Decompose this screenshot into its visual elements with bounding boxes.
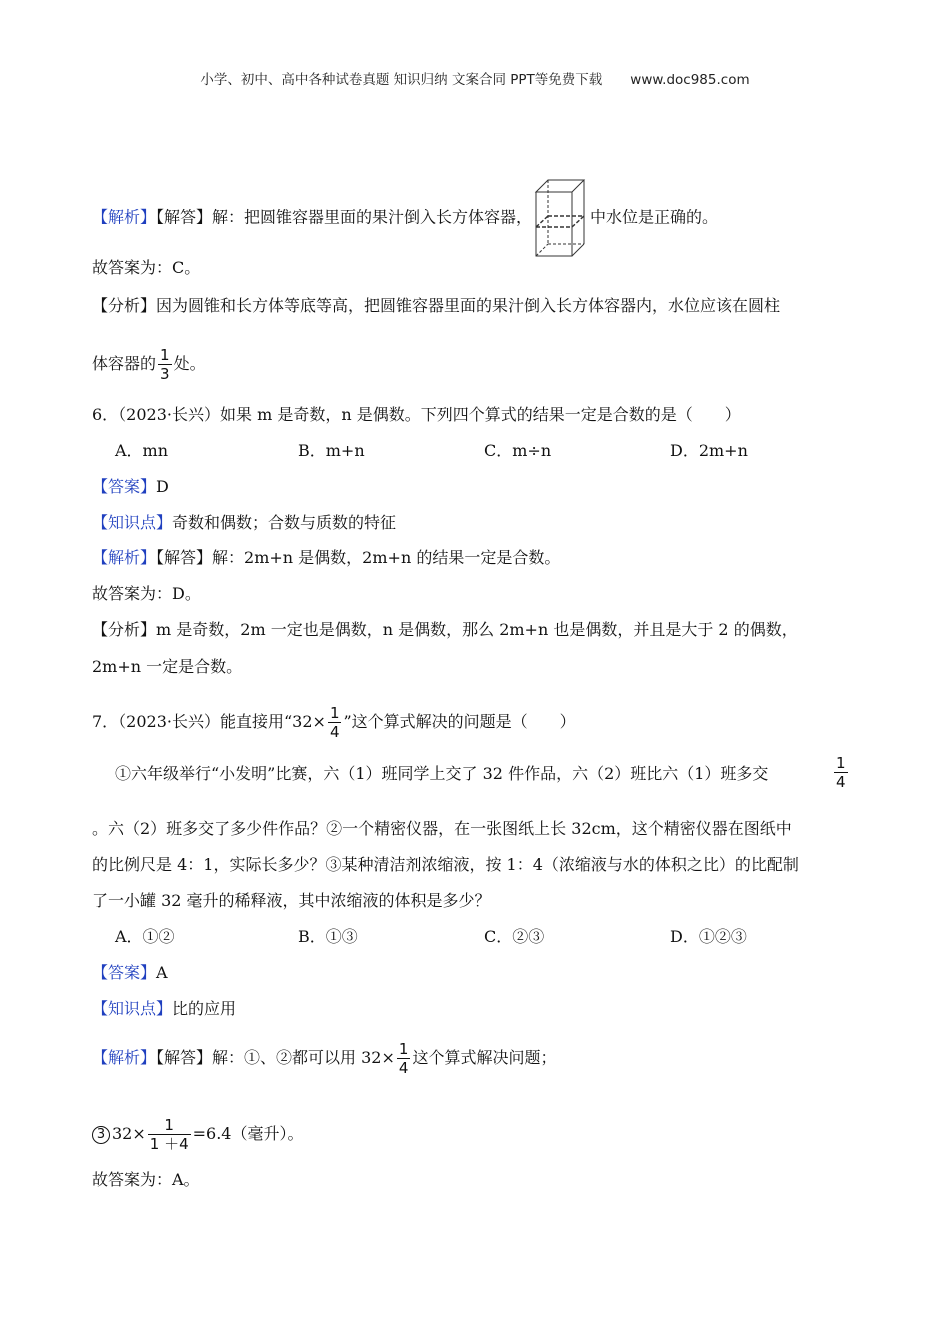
page-header <box>0 68 950 88</box>
fenxi-text: 因为圆锥和长方体等底等高，把圆锥容器里面的果汁倒入长方体容器内，水位应该在圆柱 <box>156 296 781 315</box>
header-text: 小学、初中、高中各种试卷真题 知识归纳 文案合同 PPT等免费下载 <box>200 72 603 88</box>
q6-stem: 6．（2023·长兴）如果 m 是奇数，n 是偶数。下列四个算式的结果一定是合数的是（ ） <box>92 405 741 424</box>
q6-option-a: A．mn <box>115 441 169 460</box>
frac-den: 3 <box>160 365 170 383</box>
q7-stem <box>92 704 576 741</box>
frac-num: 1 <box>160 346 170 364</box>
calc-text-after: =6.4（毫升）。 <box>192 1124 304 1143</box>
q6-analysis-line <box>92 546 560 570</box>
analysis-text: 解：把圆锥容器里面的果汁倒入长方体容器， <box>212 207 533 227</box>
analysis-text-after: 中水位是正确的。 <box>590 207 719 227</box>
analysis-text-after: 这个算式解决问题； <box>412 1048 557 1067</box>
frac-den: 4 <box>398 1059 409 1077</box>
solution-tag: 【解答】 <box>156 1048 213 1067</box>
frac-num: 1 <box>836 754 846 772</box>
q7-calc-line <box>92 1116 303 1153</box>
prev-analysis-line <box>92 178 718 258</box>
q7-para-fraction <box>832 754 850 791</box>
q7-kp-line <box>92 997 236 1021</box>
fraction-one-fourth <box>397 1040 411 1077</box>
q6-kp-line <box>92 511 396 535</box>
answer-value: A <box>156 963 168 982</box>
q7-para-line2: 。六（2）班多交了多少件作品？②一个精密仪器，在一张图纸上长 32cm，这个精密仪器在图纸中 <box>92 819 792 838</box>
analysis-tag: 【解析】 <box>92 207 157 227</box>
frac-den: 1 ＋4 <box>149 1135 189 1153</box>
stem-text: 7．（2023·长兴）能直接用“32× <box>92 712 326 731</box>
q7-option-d: D．①②③ <box>670 927 747 946</box>
fenxi-tag: 【分析】 <box>92 620 157 639</box>
prev-conclusion: 故答案为：C。 <box>92 258 201 277</box>
kp-tag: 【知识点】 <box>92 999 173 1018</box>
circled-three-icon: 3 <box>92 1126 110 1144</box>
q7-option-c: C．②③ <box>484 927 545 946</box>
answer-value: D <box>156 477 169 496</box>
fenxi-text-2: 体容器的 <box>92 354 157 373</box>
kp-value: 比的应用 <box>172 999 237 1018</box>
analysis-tag: 【解析】 <box>92 1048 157 1067</box>
q7-option-b: B．①③ <box>298 927 358 946</box>
stem-text-after: ”这个算式解决的问题是（ ） <box>343 712 576 731</box>
fenxi-tag: 【分析】 <box>92 296 157 315</box>
q6-option-d: D．2m+n <box>670 441 748 460</box>
frac-num: 1 <box>398 1040 409 1058</box>
q7-answer-line <box>92 961 168 985</box>
header-site[interactable]: www.doc985.com <box>630 72 750 88</box>
fenxi-text: m 是奇数，2m 一定也是偶数，n 是偶数，那么 2m+n 也是偶数，并且是大于 2 的偶数， <box>156 620 798 639</box>
q6-fenxi-line2: 2m+n 一定是合数。 <box>92 657 243 676</box>
fenxi-text-3: 处。 <box>173 354 206 373</box>
analysis-text: 解：2m+n 是偶数，2m+n 的结果一定是合数。 <box>212 548 561 567</box>
answer-tag: 【答案】 <box>92 963 157 982</box>
fraction-calc <box>148 1116 191 1153</box>
q6-fenxi-line1 <box>92 618 798 642</box>
q7-conclusion: 故答案为：A。 <box>92 1170 200 1189</box>
q6-conclusion: 故答案为：D。 <box>92 584 201 603</box>
prev-fenxi-line1 <box>92 294 780 318</box>
frac-num: 1 <box>329 704 340 722</box>
prev-fenxi-line2 <box>92 346 206 383</box>
q6-option-c: C．m÷n <box>484 441 552 460</box>
calc-text: 32× <box>112 1124 146 1143</box>
fraction-one-fourth <box>834 754 848 791</box>
q7-para-line4: 了一小罐 32 毫升的稀释液，其中浓缩液的体积是多少？ <box>92 891 491 910</box>
fraction-one-fourth <box>328 704 342 741</box>
q6-answer-line <box>92 475 169 499</box>
frac-num: 1 <box>148 1116 191 1135</box>
q7-option-a: A．①② <box>115 927 175 946</box>
frac-den: 4 <box>836 773 846 791</box>
analysis-tag: 【解析】 <box>92 548 157 567</box>
q7-para-line3: 的比例尺是 4：1，实际长多少？③某种清洁剂浓缩液，按 1：4（浓缩液与水的体积之比）的比配制 <box>92 855 799 874</box>
q6-option-b: B．m+n <box>298 441 365 460</box>
fraction-one-third <box>158 346 172 383</box>
frac-den: 4 <box>329 723 340 741</box>
kp-tag: 【知识点】 <box>92 513 173 532</box>
kp-value: 奇数和偶数；合数与质数的特征 <box>172 513 397 532</box>
analysis-text: 解：①、②都可以用 32× <box>212 1048 395 1067</box>
answer-tag: 【解答】 <box>156 207 213 227</box>
para-text: ①六年级举行“小发明”比赛，六（1）班同学上交了 32 件作品，六（2）班比六（1）班多交 <box>115 764 769 783</box>
answer-tag: 【答案】 <box>92 477 157 496</box>
cuboid-container-figure <box>534 178 588 258</box>
q7-analysis-line <box>92 1040 556 1077</box>
q7-para-line1 <box>115 762 768 786</box>
solution-tag: 【解答】 <box>156 548 213 567</box>
